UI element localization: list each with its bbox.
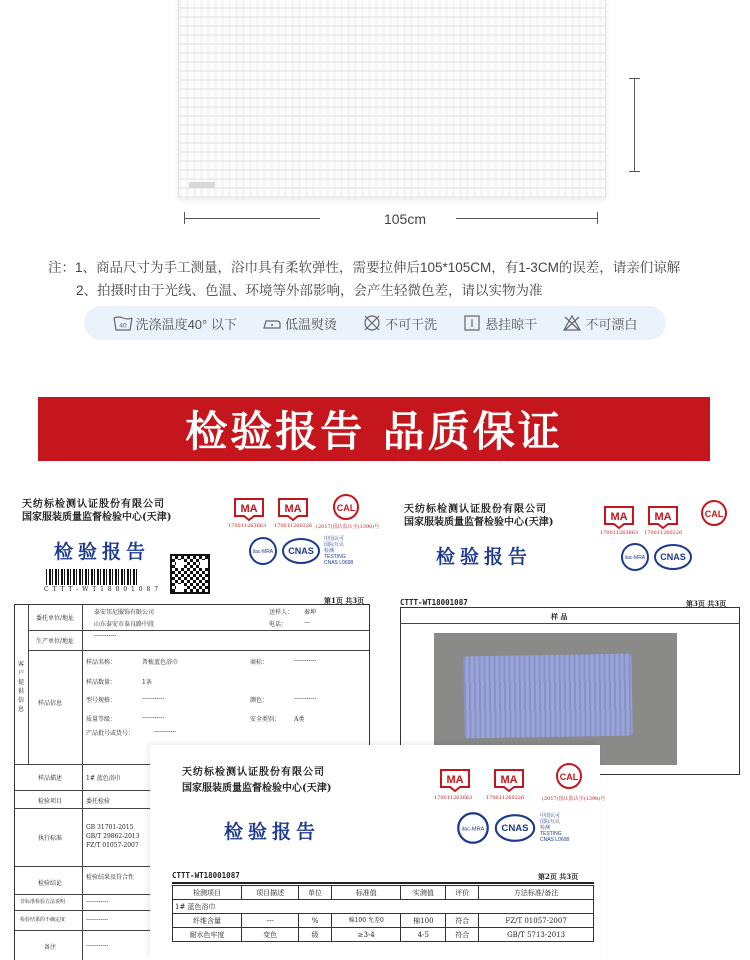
remark-value: ----------- (86, 942, 109, 949)
cma-logo (602, 504, 636, 530)
safety-label: 安全类别： (250, 716, 281, 723)
results-table (172, 885, 594, 942)
table-cell: 纤维含量 (173, 914, 242, 928)
height-dimension-cap (629, 171, 640, 172)
nonstd-label: 非标准检验方法说明 (20, 899, 66, 905)
uncertainty-label: 检验结果的不确定度 (20, 917, 66, 923)
ilac-mra-icon (248, 536, 278, 566)
standard-label: 执行标准 (38, 835, 63, 842)
table-cell: 棉100 (401, 914, 446, 928)
care-instructions-bar (84, 306, 666, 340)
care-item-dry-clean (362, 314, 437, 333)
svg-text:MA: MA (610, 511, 628, 523)
table-header: 标准值 (331, 886, 400, 900)
standard-3: FZ/T 01057-2007 (86, 842, 139, 849)
svg-text:ilac-MRA: ilac-MRA (461, 826, 485, 833)
width-dimension-cap (597, 212, 598, 224)
report-center-name: 国家服装质量监督检验中心(天津) (404, 517, 554, 528)
cma-logo (646, 504, 680, 530)
cal-logo (550, 761, 588, 791)
cma-number: 170011260226 (486, 795, 525, 801)
producer-value: ----------- (94, 632, 117, 639)
cma-logo (492, 767, 526, 793)
table-header: 单位 (299, 886, 332, 900)
cma-number: 170011260226 (274, 523, 313, 529)
width-dimension-line (184, 218, 320, 219)
report-page-3 (396, 490, 744, 775)
table-cell: 符合 (446, 914, 479, 928)
page-number: 第3页 共3页 (686, 599, 727, 608)
grade-label: 质量等级： (86, 716, 117, 723)
width-dimension-cap (184, 212, 185, 224)
svg-text:CNAS: CNAS (660, 552, 686, 562)
sample-name-value: 普梳蓝色浴巾 (142, 659, 179, 666)
note-line-1: 注：1、商品尺寸为手工测量，浴巾具有柔软弹性，需要拉伸后105*105CM，有1-3CM的误差，请亲们谅解 (48, 260, 681, 275)
conclusion-value: 检验结果及符合性 (86, 874, 135, 881)
cnas-icon (281, 536, 321, 566)
safety-value: A类 (294, 716, 305, 723)
test-item-label: 检验项目 (38, 798, 63, 805)
report-org-name: 天纺标检测认证股份有限公司 (22, 499, 165, 510)
cal-number: (2017)国认监认字(1390)号 (316, 524, 380, 530)
page-number: 第1页 共3页 (324, 596, 365, 605)
svg-text:MA: MA (654, 511, 672, 523)
brand-value: ----------- (294, 657, 317, 664)
page-number: 第2页 共3页 (538, 872, 579, 881)
towel-label-tag (189, 182, 215, 188)
note-line-2: 2、拍摄时由于光线、色温、环境等外部影响，会产生轻微色差，请以实物为准 (76, 283, 543, 298)
svg-text:CAL: CAL (704, 509, 724, 519)
cal-number: (2017)国认监认字(1390)号 (542, 796, 606, 802)
svg-text:MA: MA (284, 503, 302, 515)
width-dimension-line (456, 218, 598, 219)
sample-info-label: 样品信息 (38, 700, 63, 707)
phone-label: 电话： (269, 621, 288, 628)
ilac-mra-icon (456, 811, 490, 845)
cma-number: 170011263663 (600, 530, 639, 536)
quantity-label: 样品数量： (86, 679, 117, 686)
model-label: 型号规格： (86, 697, 117, 704)
client-label: 委托单位/地址 (36, 615, 75, 622)
low-iron-icon (262, 314, 282, 332)
table-row (173, 900, 594, 914)
table-cell: 4-5 (401, 928, 446, 942)
customer-info-side-label: 客户提供信息 (18, 661, 25, 713)
care-item-hang-dry (462, 314, 537, 333)
sample-row: 1# 蓝色浴巾 (173, 900, 594, 914)
report-center-name: 国家服装质量监督检验中心(天津) (182, 783, 332, 794)
table-header: 方法标准/备注 (479, 886, 594, 900)
care-item-wash (113, 314, 237, 333)
inspection-report-banner (38, 397, 710, 461)
cma-number: 170011260226 (644, 530, 683, 536)
standard-2: GB/T 29862-2013 (86, 833, 140, 840)
svg-text:MA: MA (446, 774, 464, 786)
report-title: 检验报告 (436, 546, 533, 568)
svg-text:40: 40 (118, 322, 127, 330)
sample-desc-value: 1# 蓝色浴巾 (86, 775, 121, 782)
height-dimension-line (634, 78, 635, 172)
wash-40-icon (113, 314, 133, 332)
sample-name-label: 样品名称： (86, 659, 117, 666)
hang-dry-icon (462, 314, 482, 332)
ilac-cnas-logo (620, 542, 693, 572)
cma-number: 170011263663 (434, 795, 473, 801)
client-address: 山东泰安市泰良路中段 (94, 621, 155, 628)
report-page-2 (150, 745, 606, 960)
sample-header: 样 品 (551, 612, 568, 621)
cal-logo (327, 492, 365, 522)
cma-number: 170011263663 (228, 523, 267, 529)
sender-value: 秦坤 (304, 609, 317, 616)
sender-label: 送样人： (269, 609, 294, 616)
nonstd-value: ----------- (86, 898, 109, 905)
model-value: ----------- (142, 695, 165, 702)
table-header: 检测项目 (173, 886, 242, 900)
care-label: 悬挂晾干 (485, 316, 538, 332)
table-row (173, 914, 594, 928)
ilac-cnas-logo (456, 811, 569, 845)
svg-text:MA: MA (240, 503, 258, 515)
report-code: CTTT-WT18001087 (172, 871, 240, 880)
svg-text:CAL: CAL (559, 772, 579, 782)
table-cell: 变色 (242, 928, 299, 942)
care-label: 洗涤温度40° 以下 (135, 316, 237, 332)
table-cell: 棉100 允差0 (331, 914, 400, 928)
table-header: 项目描述 (242, 886, 299, 900)
report-title: 检验报告 (54, 541, 151, 563)
width-dimension-label: 105cm (383, 211, 427, 227)
cnas-icon (493, 812, 537, 844)
cnas-caption: 中国认可 国际互认 检测 TESTING CNAS L0608 (540, 813, 570, 843)
table-cell: % (299, 914, 332, 928)
report-barcode (46, 569, 138, 585)
qr-code (170, 554, 210, 594)
phone-value: --- (304, 619, 311, 626)
table-header: 评价 (446, 886, 479, 900)
table-cell: ≥3-4 (331, 928, 400, 942)
uncertainty-value: ----------- (86, 916, 109, 923)
table-row (173, 928, 594, 942)
care-label: 不可漂白 (585, 316, 638, 332)
sample-desc-label: 样品描述 (38, 775, 63, 782)
ilac-cnas-logo (248, 536, 353, 566)
cal-logo (695, 498, 733, 528)
table-cell: 符合 (446, 928, 479, 942)
cnas-icon (653, 542, 693, 572)
report-org-name: 天纺标检测认证股份有限公司 (404, 504, 547, 515)
batch-value: ----------- (154, 728, 177, 735)
towel-image (178, 0, 606, 198)
table-cell: 耐水色牢度 (173, 928, 242, 942)
svg-text:MA: MA (500, 774, 518, 786)
cma-logo (232, 496, 266, 522)
svg-text:CAL: CAL (336, 503, 356, 513)
product-photo (0, 0, 750, 245)
care-label: 不可干洗 (385, 316, 438, 332)
blue-towel-sample (463, 654, 632, 739)
ilac-mra-icon (620, 542, 650, 572)
cma-logo (276, 496, 310, 522)
batch-label: 产品批号或货号： (86, 730, 135, 737)
barcode-number: C T T T - W T 1 8 0 0 1 0 8 7 (44, 586, 160, 593)
svg-text:CNAS: CNAS (288, 546, 314, 556)
test-item-value: 委托检验 (86, 798, 111, 805)
no-dry-clean-icon (362, 314, 382, 332)
client-name: 泰安邦尼服饰有限公司 (94, 609, 155, 616)
banner-title: 检验报告 品质保证 (185, 407, 563, 456)
cma-logo (438, 767, 472, 793)
svg-text:ilac-MRA: ilac-MRA (252, 549, 274, 555)
care-label: 低温熨烫 (284, 316, 337, 332)
table-cell: --- (242, 914, 299, 928)
table-header-row (173, 886, 594, 900)
remark-label: 备注 (44, 944, 57, 951)
grade-value: ----------- (142, 714, 165, 721)
table-cell: 级 (299, 928, 332, 942)
table-cell: FZ/T 01057-2007 (479, 914, 594, 928)
brand-label: 商标： (250, 659, 269, 666)
height-dimension-cap (629, 78, 640, 79)
producer-label: 生产单位/地址 (36, 638, 75, 645)
report-code: CTTT-WT18001087 (400, 598, 468, 607)
report-title: 检验报告 (224, 821, 321, 843)
standard-1: GB 31701-2015 (86, 824, 134, 831)
conclusion-label: 检验结论 (38, 880, 63, 887)
color-label: 颜色： (250, 697, 269, 704)
no-bleach-icon (562, 314, 582, 332)
color-value: ----------- (294, 695, 317, 702)
svg-text:CNAS: CNAS (501, 823, 529, 835)
table-cell: GB/T 5713-2013 (479, 928, 594, 942)
report-org-name: 天纺标检测认证股份有限公司 (182, 767, 325, 778)
quantity-value: 1条 (142, 679, 152, 686)
care-item-bleach (562, 314, 637, 333)
cnas-caption: 中国认可 国际互认 检测 TESTING CNAS L0608 (324, 536, 354, 566)
care-item-iron (262, 314, 337, 333)
svg-text:ilac-MRA: ilac-MRA (624, 555, 646, 561)
report-center-name: 国家服装质量监督检验中心(天津) (22, 512, 172, 523)
table-header: 实测值 (401, 886, 446, 900)
